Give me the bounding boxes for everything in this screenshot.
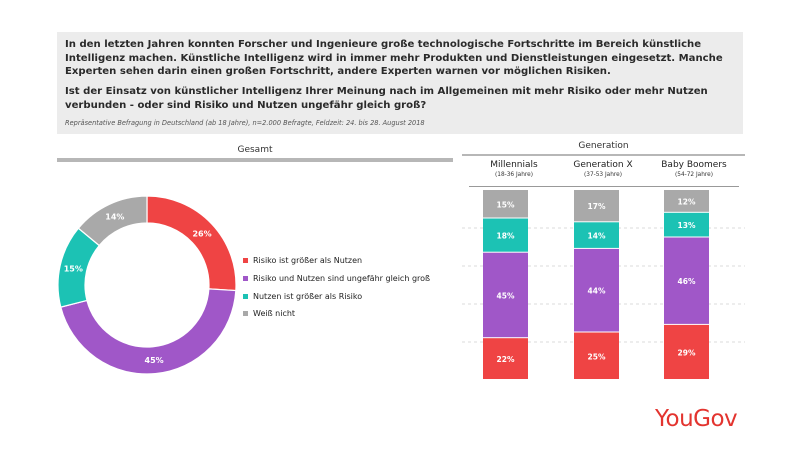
bar-data-label: 29%: [677, 348, 696, 358]
donut-data-label: 45%: [144, 356, 164, 366]
bar-data-label: 45%: [496, 291, 515, 301]
legend-swatch: [243, 276, 248, 281]
yougov-logo: [655, 406, 737, 432]
chart-legend: [243, 252, 430, 323]
question-header: [57, 32, 743, 134]
legend-label: Weiß nicht: [253, 309, 296, 319]
bar-data-label: 13%: [677, 221, 696, 231]
generation-header-boomers: [647, 159, 741, 180]
question-text: Ist der Einsatz von künstlicher Intelligenz Ihrer Meinung nach im Allgemeinen mit mehr Risiko oder mehr Nutzen verbunden - oder sind Risiko und Nutzen ungefähr gleich groß?: [65, 86, 708, 111]
logo-text-gov: Gov: [693, 406, 738, 432]
donut-chart: [57, 195, 237, 375]
bar-data-label: 15%: [496, 200, 515, 210]
logo-text-you: You: [655, 406, 694, 432]
bar-data-label: 14%: [587, 231, 606, 241]
legend-label: Nutzen ist größer als Risiko: [253, 291, 363, 301]
donut-slice: [147, 196, 236, 291]
generation-chart-title: Generation: [578, 141, 629, 151]
legend-item-equal: [243, 270, 430, 288]
stacked-bar-chart: [462, 190, 745, 382]
bar-data-label: 22%: [496, 355, 515, 365]
donut-chart-title: Gesamt: [237, 145, 273, 155]
generation-title-divider: [462, 154, 745, 156]
legend-swatch: [243, 311, 248, 316]
intro-text: In den letzten Jahren konnten Forscher und Ingenieure große technologische Fortschritte im Bereich künstliche Intelligenz machen. Künstliche Intelligenz wird in immer mehr Produkten und Dienstleistungen eingesetzt. Manche Experten sehen darin einen großen Fortschritt, andere Experten warnen vor möglichen Risiken.: [65, 39, 723, 77]
legend-swatch: [243, 294, 248, 299]
generation-age-range: (37-53 Jahre): [584, 172, 622, 178]
generation-name: Generation X: [573, 160, 633, 170]
legend-item-risk: [243, 252, 430, 270]
legend-label: Risiko ist größer als Nutzen: [253, 256, 363, 266]
survey-footnote: Repräsentative Befragung in Deutschland (ab 18 Jahre), n=2.000 Befragte, Feldzeit: 24. bis 28. August 2018: [65, 119, 425, 127]
legend-item-dontknow: [243, 305, 430, 323]
generation-age-range: (18-36 Jahre): [495, 172, 533, 178]
generation-header-millennials: [467, 159, 561, 180]
legend-label: Risiko und Nutzen sind ungefähr gleich groß: [253, 274, 431, 284]
donut-data-label: 15%: [63, 264, 83, 274]
bar-data-label: 25%: [587, 352, 606, 362]
donut-data-label: 26%: [192, 229, 212, 239]
generation-name: Baby Boomers: [661, 160, 727, 170]
bar-data-label: 17%: [587, 202, 606, 212]
bar-data-label: 44%: [587, 286, 606, 296]
donut-data-label: 14%: [105, 212, 125, 222]
bar-data-label: 18%: [496, 231, 515, 241]
donut-title-divider: [57, 158, 453, 162]
generation-divider: [649, 186, 739, 187]
generation-divider: [469, 186, 559, 187]
generation-header-genx: [556, 159, 650, 180]
legend-item-benefit: [243, 287, 430, 305]
legend-swatch: [243, 258, 248, 263]
generation-divider: [559, 186, 649, 187]
bar-data-label: 46%: [677, 277, 696, 287]
generation-age-range: (54-72 Jahre): [675, 172, 713, 178]
generation-name: Millennials: [490, 160, 538, 170]
bar-data-label: 12%: [677, 197, 696, 207]
